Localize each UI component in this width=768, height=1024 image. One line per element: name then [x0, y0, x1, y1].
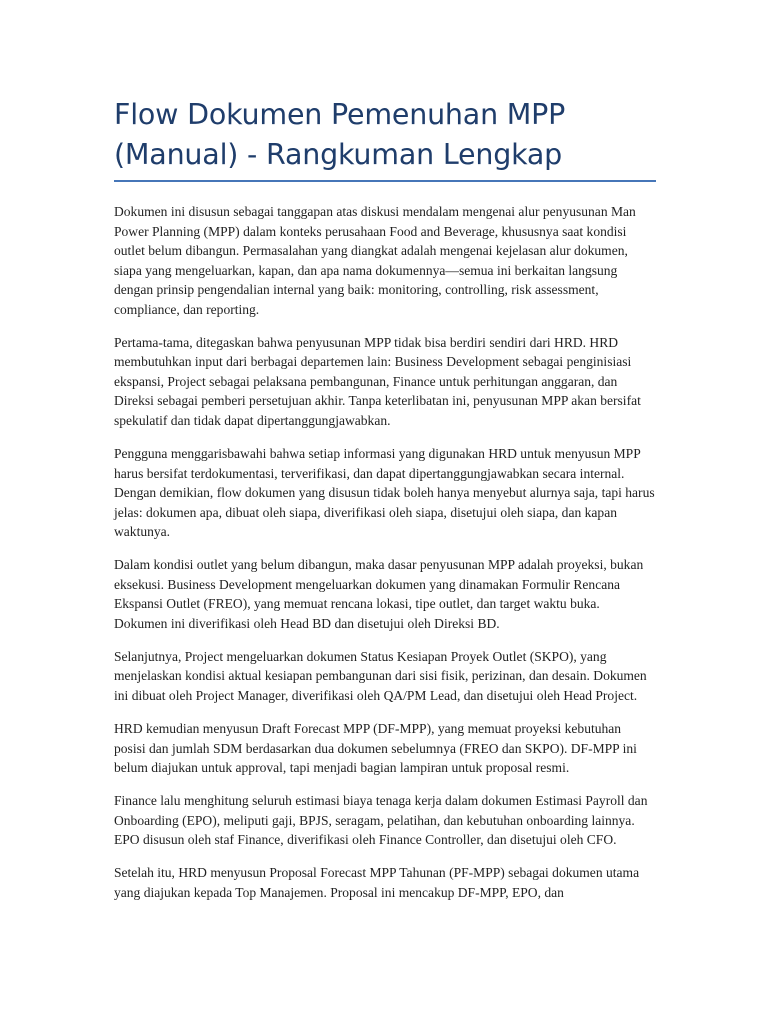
- paragraph-3: Pengguna menggarisbawahi bahwa setiap informasi yang digunakan HRD untuk menyusun MPP harus bersifat terdokumentasi, terverifikasi, dan dapat dipertanggungjawabkan secara internal. Dengan demikian, flow dokumen yang disusun tidak boleh hanya menyebut alurnya saja, tapi harus jelas: dokumen apa, dibuat oleh siapa, diverifikasi oleh siapa, disetujui oleh siapa, dan kapan waktunya.: [114, 446, 655, 540]
- paragraph-2: Pertama-tama, ditegaskan bahwa penyusunan MPP tidak bisa berdiri sendiri dari HRD. HRD membutuhkan input dari berbagai departemen lain: Business Development sebagai penginisiasi ekspansi, Project sebagai pelaksana pembangunan, Finance untuk perhitungan anggaran, dan Direksi sebagai pemberi persetujuan akhir. Tanpa keterlibatan ini, penyusunan MPP akan bersifat spekulatif dan tidak dapat dipertanggungjawabkan.: [114, 334, 641, 428]
- paragraph-8: Setelah itu, HRD menyusun Proposal Forecast MPP Tahunan (PF-MPP) sebagai dokumen utama yang diajukan kepada Top Manajemen. Proposal ini mencakup DF-MPP, EPO, dan: [114, 865, 640, 900]
- paragraph-7: Finance lalu menghitung seluruh estimasi biaya tenaga kerja dalam dokumen Estimasi Payroll dan Onboarding (EPO), meliputi gaji, BPJS, seragam, pelatihan, dan kebutuhan onboarding lainnya. EPO disusun oleh staf Finance, diverifikasi oleh Finance Controller, dan disetujui oleh CFO.: [114, 793, 648, 848]
- document-body: [114, 202, 656, 902]
- paragraph-1: Dokumen ini disusun sebagai tanggapan atas diskusi mendalam mengenai alur penyusunan Man Power Planning (MPP) dalam konteks perusahaan Food and Beverage, khususnya saat kondisi outlet belum dibangun. Permasalahan yang diangkat adalah mengenai kejelasan alur dokumen, siapa yang mengeluarkan, kapan, dan apa nama dokumennya—semua ini berkaitan langsung dengan prinsip pengendalian internal yang baik: monitoring, controlling, risk assessment, compliance, dan reporting.: [114, 204, 636, 317]
- document-page: [114, 0, 656, 916]
- document-title: Flow Dokumen Pemenuhan MPP (Manual) - Rangkuman Lengkap: [114, 98, 566, 171]
- paragraph-6: HRD kemudian menyusun Draft Forecast MPP (DF-MPP), yang memuat proyeksi kebutuhan posisi dan jumlah SDM berdasarkan dua dokumen sebelumnya (FREO dan SKPO). DF-MPP ini belum diajukan untuk approval, tapi menjadi bagian lampiran untuk proposal resmi.: [114, 721, 637, 776]
- paragraph-5: Selanjutnya, Project mengeluarkan dokumen Status Kesiapan Proyek Outlet (SKPO), yang menjelaskan kondisi aktual kesiapan pembangunan dari sisi fisik, perizinan, dan desain. Dokumen ini dibuat oleh Project Manager, diverifikasi oleh QA/PM Lead, dan disetujui oleh Head Project.: [114, 648, 647, 704]
- title-divider: [114, 180, 656, 182]
- paragraph-4: Dalam kondisi outlet yang belum dibangun, maka dasar penyusunan MPP adalah proyeksi, bukan eksekusi. Business Development mengeluarkan dokumen yang dinamakan Formulir Rencana Ekspansi Outlet (FREO), yang memuat rencana lokasi, tipe outlet, dan target waktu buka. Dokumen ini diverifikasi oleh Head BD dan disetujui oleh Direksi BD.: [114, 557, 644, 631]
